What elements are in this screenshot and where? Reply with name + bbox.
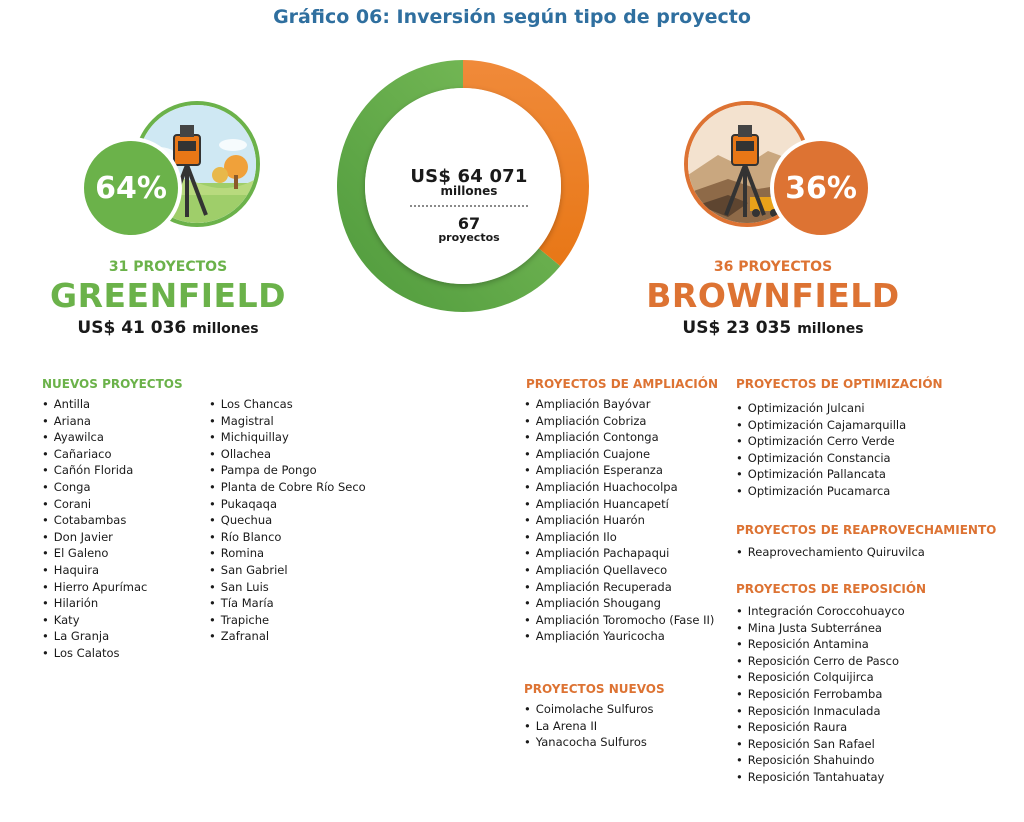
list-item: • Reposición Tantahuatay — [736, 769, 905, 786]
list-item: • Mina Justa Subterránea — [736, 620, 905, 637]
ampliacion-title: PROYECTOS DE AMPLIACIÓN — [526, 377, 718, 391]
list-item: • Reposición Inmaculada — [736, 703, 905, 720]
list-item: • Yanacocha Sulfuros — [524, 734, 654, 751]
list-item: • Cotabambas — [42, 512, 147, 529]
brownfield-project-count: 36 PROYECTOS — [713, 259, 833, 275]
list-item: • Ayawilca — [42, 429, 147, 446]
list-item: • Trapiche — [209, 612, 366, 629]
list-item: • Zafranal — [209, 628, 366, 645]
list-item: • La Granja — [42, 628, 147, 645]
list-item: • Reposición Cerro de Pasco — [736, 653, 905, 670]
greenfield-percent-badge: 64% — [80, 137, 182, 239]
list-item: • Ampliación Huachocolpa — [524, 479, 714, 496]
list-item: • Optimización Constancia — [736, 450, 906, 467]
reaprovechamiento-title: PROYECTOS DE REAPROVECHAMIENTO — [736, 523, 997, 537]
reaprovechamiento-list — [736, 544, 925, 561]
greenfield-amount — [40, 318, 296, 338]
list-item: • Ampliación Pachapaqui — [524, 545, 714, 562]
list-item: • Pukaqaqa — [209, 496, 366, 513]
list-item: • Ampliación Huancapetí — [524, 496, 714, 513]
reposicion-list — [736, 603, 905, 786]
list-item: • Reposición Ferrobamba — [736, 686, 905, 703]
list-item: • Pampa de Pongo — [209, 462, 366, 479]
list-item: • Michiquillay — [209, 429, 366, 446]
list-item: • Integración Coroccohuayco — [736, 603, 905, 620]
proyectos-nuevos-title: PROYECTOS NUEVOS — [524, 682, 665, 696]
brownfield-amount — [640, 318, 906, 338]
list-item: • Hilarión — [42, 595, 147, 612]
greenfield-amount-unit: millones — [192, 321, 259, 337]
brownfield-amount-value: US$ 23 035 — [682, 318, 792, 338]
list-item: • Reposición Antamina — [736, 636, 905, 653]
list-item: • Coimolache Sulfuros — [524, 701, 654, 718]
list-item: • Los Chancas — [209, 396, 366, 413]
list-item: • Optimización Pallancata — [736, 466, 906, 483]
list-item: • Ollachea — [209, 446, 366, 463]
list-item: • Planta de Cobre Río Seco — [209, 479, 366, 496]
list-item: • Quechua — [209, 512, 366, 529]
reposicion-title: PROYECTOS DE REPOSICIÓN — [736, 582, 927, 596]
list-item: • Ampliación Ilo — [524, 529, 714, 546]
list-item: • Reposición Shahuindo — [736, 752, 905, 769]
list-item: • Ariana — [42, 413, 147, 430]
list-item: • Don Javier — [42, 529, 147, 546]
optimizacion-list — [736, 400, 906, 500]
list-item: • Optimización Pucamarca — [736, 483, 906, 500]
list-item: • Reposición San Rafael — [736, 736, 905, 753]
list-item: • Ampliación Shougang — [524, 595, 714, 612]
list-item: • Haquira — [42, 562, 147, 579]
list-item: • Conga — [42, 479, 147, 496]
list-item: • Romina — [209, 545, 366, 562]
list-item: • Ampliación Esperanza — [524, 462, 714, 479]
list-item: • Ampliación Bayóvar — [524, 396, 714, 413]
list-item: • Reposición Colquijirca — [736, 669, 905, 686]
proyectos-nuevos-list — [524, 701, 654, 751]
list-item: • Ampliación Yauricocha — [524, 628, 714, 645]
list-item: • La Arena II — [524, 718, 654, 735]
list-item: • Optimización Cerro Verde — [736, 433, 906, 450]
nuevos-proyectos-title: NUEVOS PROYECTOS — [42, 377, 183, 391]
greenfield-amount-value: US$ 41 036 — [77, 318, 187, 338]
list-item: • Optimización Cajamarquilla — [736, 417, 906, 434]
total-projects-unit: proyectos — [438, 231, 500, 244]
list-item: • Río Blanco — [209, 529, 366, 546]
greenfield-project-count: 31 PROYECTOS — [108, 259, 228, 275]
list-item: • Tía María — [209, 595, 366, 612]
list-item: • Ampliación Cobriza — [524, 413, 714, 430]
brownfield-amount-unit: millones — [797, 321, 864, 337]
list-item: • Ampliación Toromocho (Fase II) — [524, 612, 714, 629]
list-item: • Ampliación Huarón — [524, 512, 714, 529]
list-item: • El Galeno — [42, 545, 147, 562]
list-item: • Ampliación Cuajone — [524, 446, 714, 463]
ampliacion-list — [524, 396, 714, 645]
list-item: • Antilla — [42, 396, 147, 413]
list-item: • Reposición Raura — [736, 719, 905, 736]
list-item: • Ampliación Recuperada — [524, 579, 714, 596]
total-investment-value: US$ 64 071 — [410, 166, 528, 187]
list-item: • Magistral — [209, 413, 366, 430]
list-item: • Ampliación Quellaveco — [524, 562, 714, 579]
list-item: • Cañón Florida — [42, 462, 147, 479]
list-item: • San Luis — [209, 579, 366, 596]
total-projects-count: 67 — [457, 214, 481, 233]
brownfield-heading: BROWNFIELD — [646, 276, 900, 315]
center-divider — [410, 205, 528, 207]
list-item: • Corani — [42, 496, 147, 513]
nuevos-proyectos-list-col1 — [42, 396, 147, 662]
greenfield-heading: GREENFIELD — [50, 276, 286, 315]
list-item: • San Gabriel — [209, 562, 366, 579]
list-item: • Cañariaco — [42, 446, 147, 463]
total-investment-unit: millones — [440, 184, 498, 198]
list-item: • Los Calatos — [42, 645, 147, 662]
list-item: • Hierro Apurímac — [42, 579, 147, 596]
list-item: • Optimización Julcani — [736, 400, 906, 417]
list-item: • Katy — [42, 612, 147, 629]
chart-title: Gráfico 06: Inversión según tipo de proyecto — [273, 6, 751, 28]
nuevos-proyectos-list-col2 — [209, 396, 366, 645]
brownfield-percent-badge: 36% — [770, 137, 872, 239]
list-item: • Reaprovechamiento Quiruvilca — [736, 544, 925, 561]
optimizacion-title: PROYECTOS DE OPTIMIZACIÓN — [736, 377, 943, 391]
list-item: • Ampliación Contonga — [524, 429, 714, 446]
